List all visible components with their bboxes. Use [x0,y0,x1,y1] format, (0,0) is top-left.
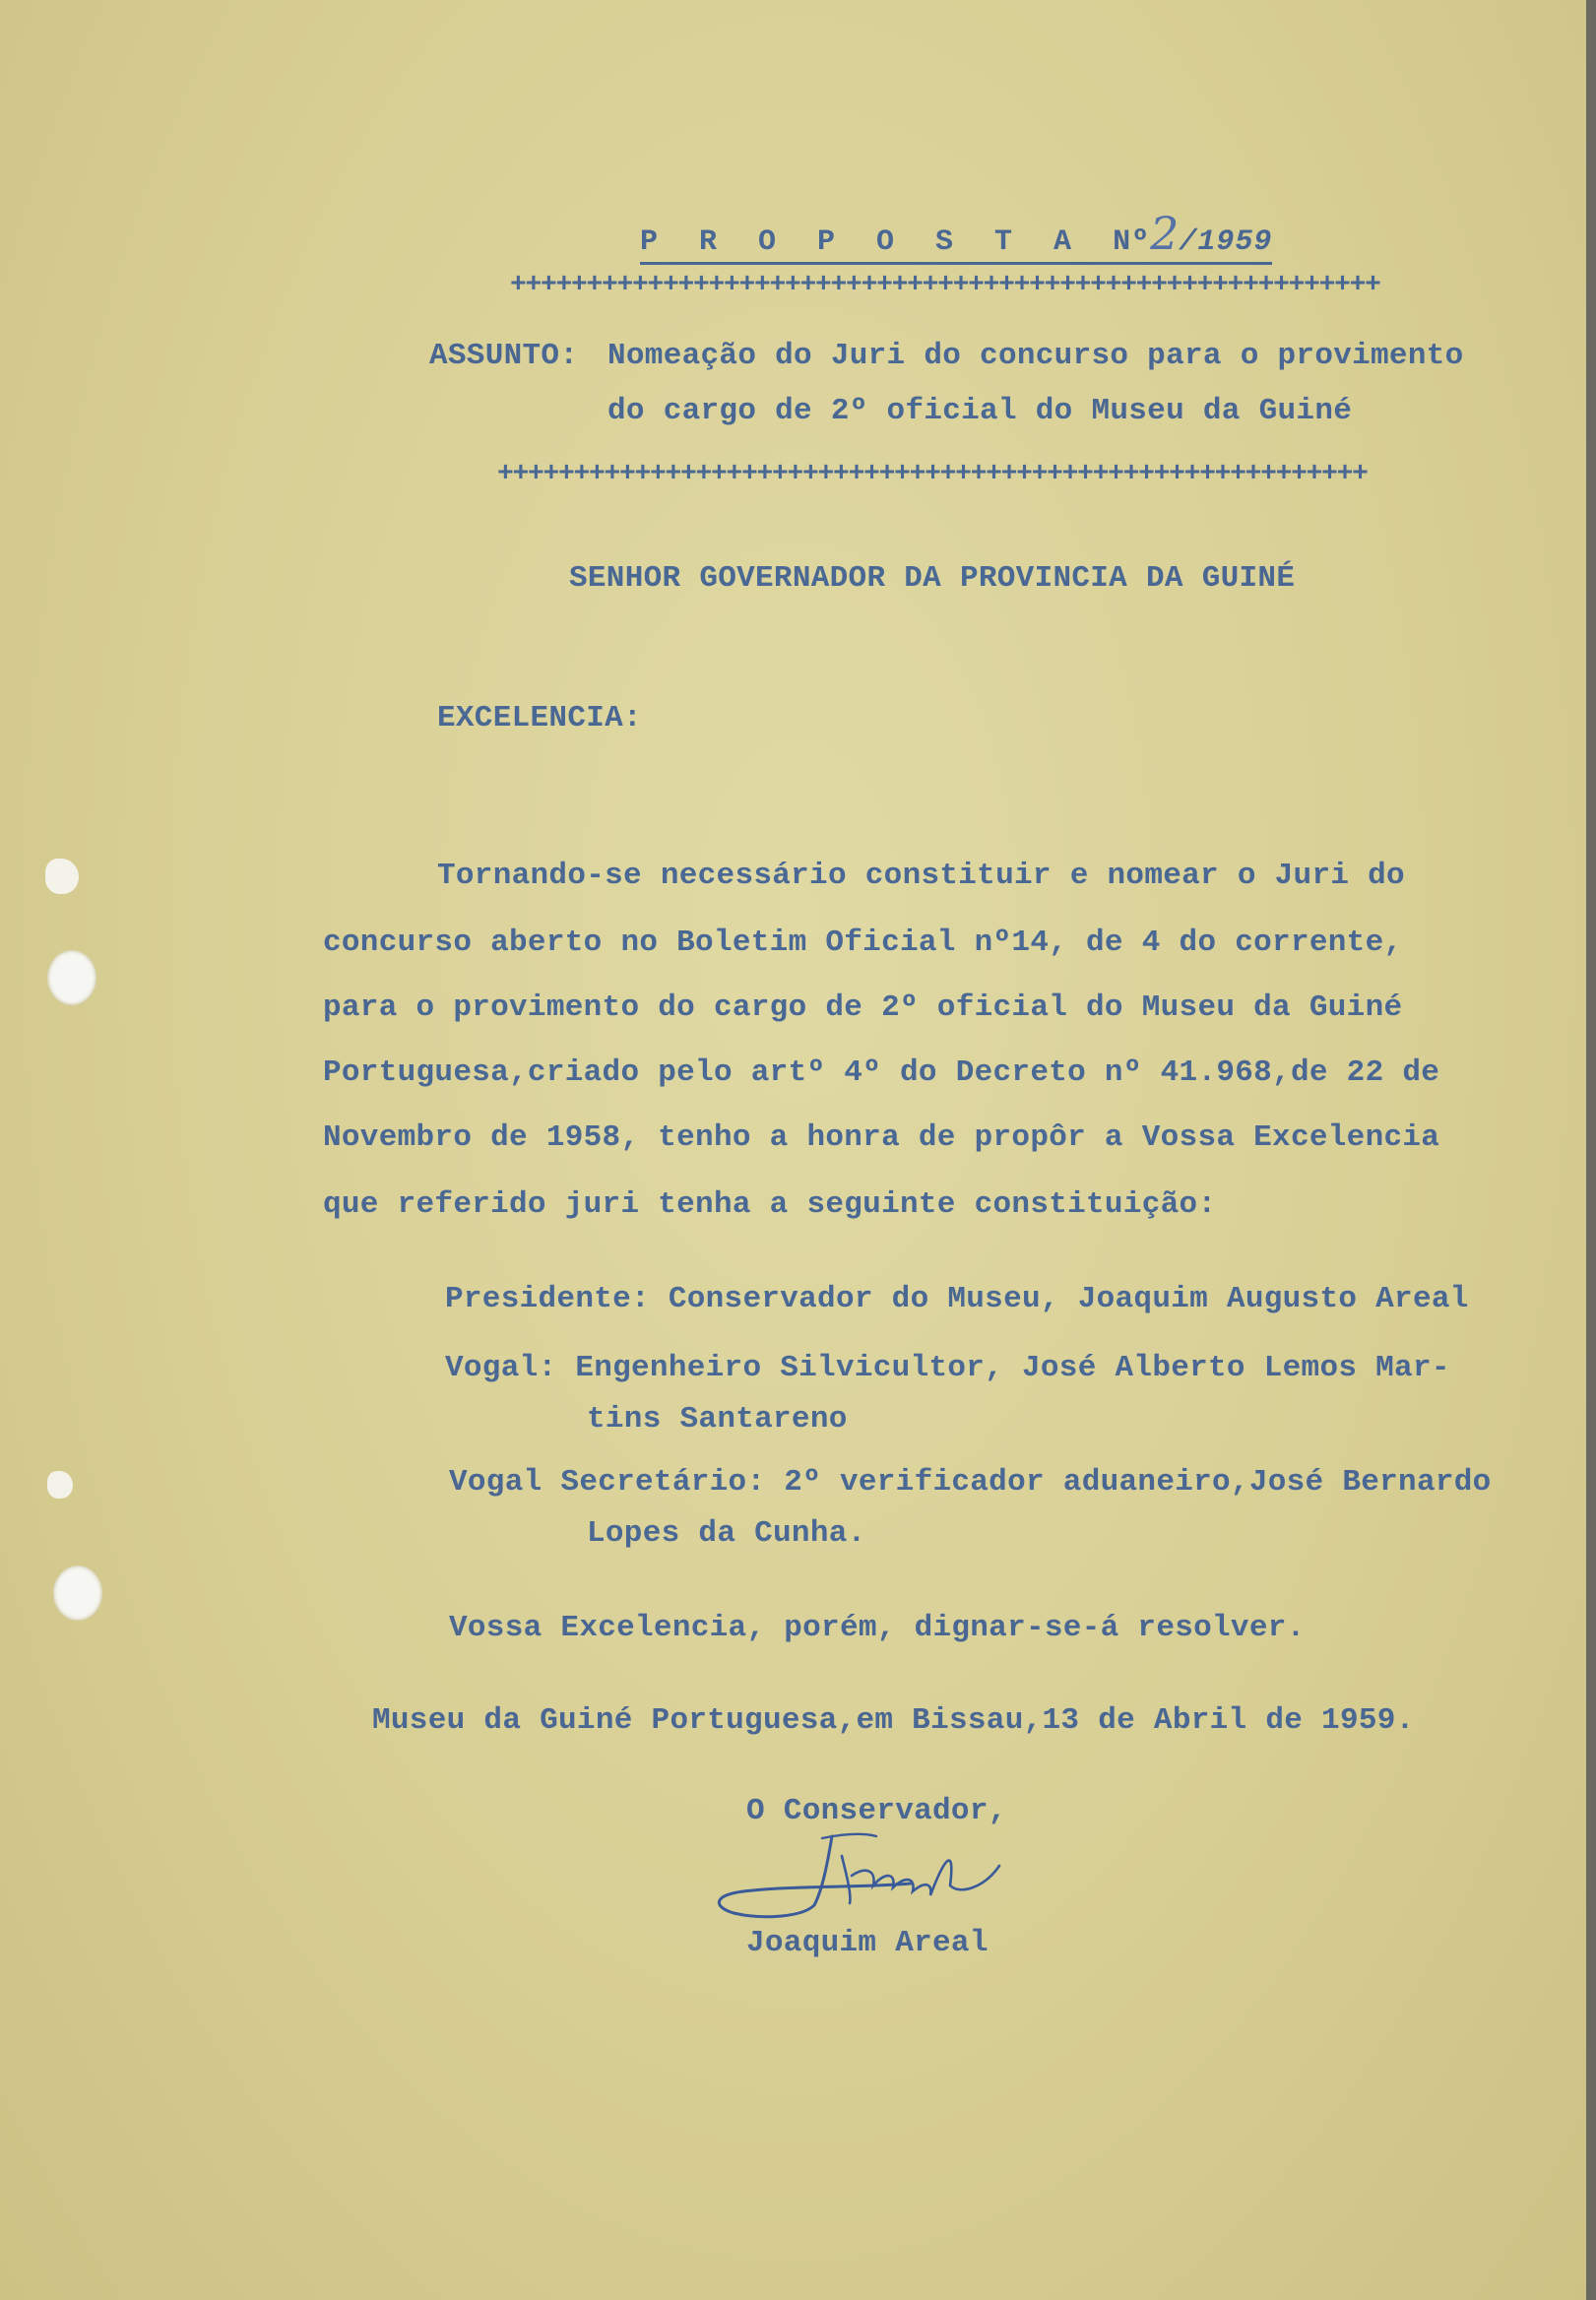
document-title [640,207,1272,265]
subject-line-2: do cargo de 2º oficial do Museu da Guiné [607,394,1353,428]
body-line-2: concurso aberto no Boletim Oficial nº14, de 4 do corrente, [323,926,1403,960]
jury-secretary-line-1: Vogal Secretário: 2º verificador aduaneiro,José Bernardo [449,1465,1492,1500]
body-line-6: que referido juri tenha a seguinte constituição: [323,1187,1217,1222]
body-line-5: Novembro de 1958, tenho a honra de propôr a Vossa Excelencia [323,1120,1440,1155]
place-date: Museu da Guiné Portuguesa,em Bissau,13 de Abril de 1959. [372,1703,1415,1738]
subject-line-1: Nomeação do Juri do concurso para o provimento [607,339,1464,373]
title-number: 2 [1150,207,1180,260]
title-year: /1959 [1179,225,1273,259]
addressee: SENHOR GOVERNADOR DA PROVINCIA DA GUINÉ [569,561,1296,596]
torn-punch-hole [47,1471,73,1499]
body-line-3: para o provimento do cargo de 2º oficial do Museu da Guiné [323,990,1403,1025]
jury-president: Presidente: Conservador do Museu, Joaquim Augusto Areal [445,1282,1469,1316]
body-line-1: Tornando-se necessário constituir e nomear o Juri do [437,859,1405,893]
separator-bottom: +++++++++++++++++++++++++++++++++++++++++++++++++++++++++ [497,459,1368,489]
closing-line: Vossa Excelencia, porém, dignar-se-á resolver. [449,1611,1306,1645]
jury-secretary-line-2: Lopes da Cunha. [587,1516,866,1551]
handwritten-signature [704,1826,1039,1935]
signature-role: O Conservador, [746,1794,1007,1828]
signature-name: Joaquim Areal [746,1926,989,1960]
punch-hole [53,1565,102,1621]
title-number-label: Nº [1113,225,1151,259]
title-label: P R O P O S T A [640,225,1084,259]
punch-hole [47,950,96,1005]
jury-vogal-line-2: tins Santareno [587,1402,848,1437]
subject-label: ASSUNTO: [429,339,579,373]
separator-top: +++++++++++++++++++++++++++++++++++++++++++++++++++++++++ [510,270,1380,300]
torn-punch-hole [45,859,79,894]
salutation: EXCELENCIA: [437,701,642,735]
page-edge-shadow [1586,0,1596,2300]
jury-vogal-line-1: Vogal: Engenheiro Silvicultor, José Alberto Lemos Mar- [445,1351,1450,1385]
body-line-4: Portuguesa,criado pelo artº 4º do Decreto nº 41.968,de 22 de [323,1055,1440,1090]
